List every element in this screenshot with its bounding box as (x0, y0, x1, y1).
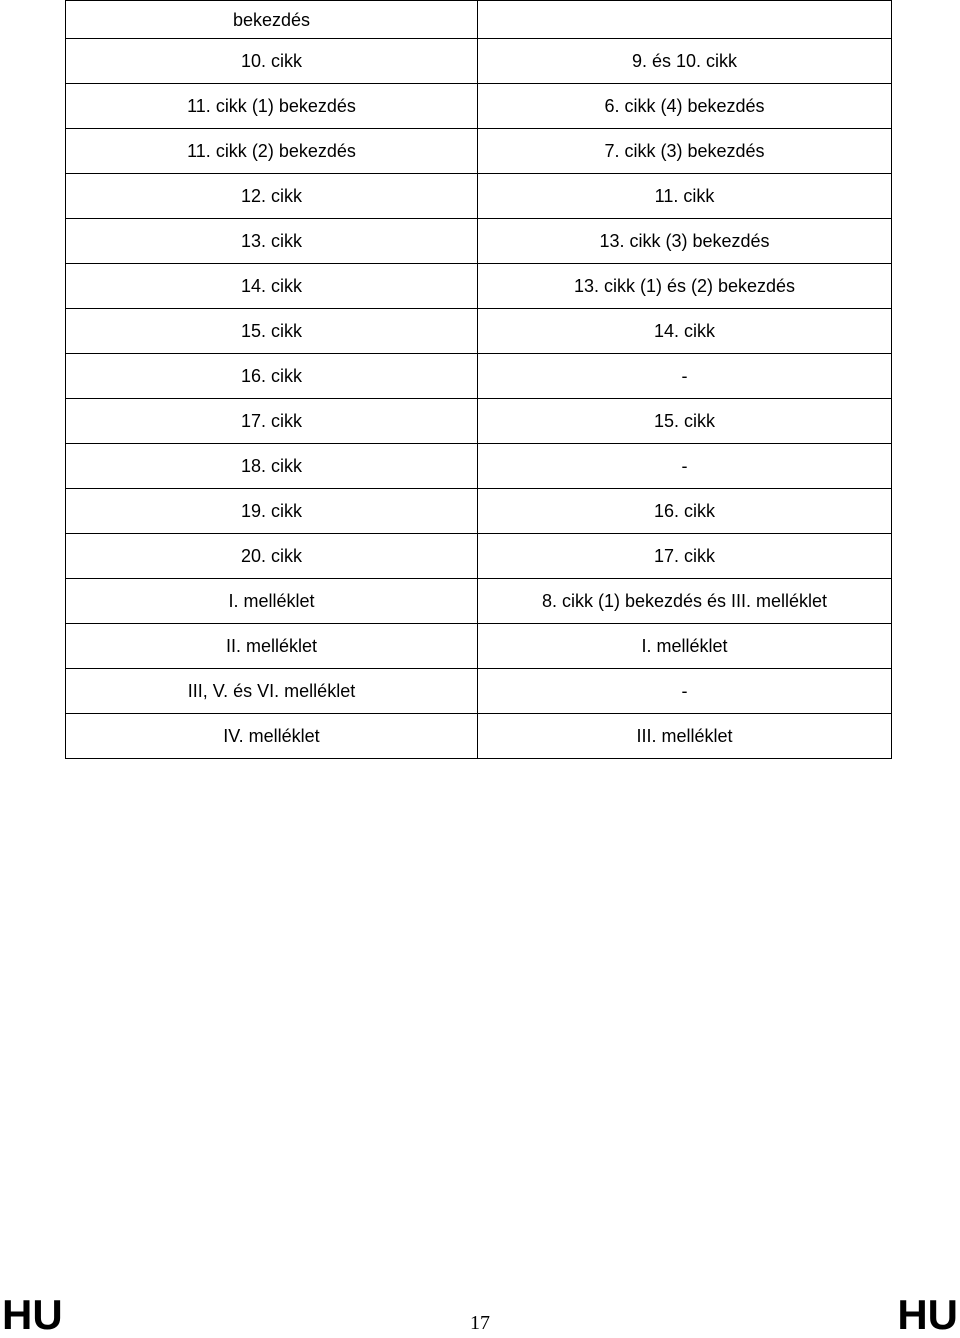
table-cell-left: 11. cikk (1) bekezdés (66, 84, 478, 129)
table-row (66, 39, 892, 84)
table-row (66, 489, 892, 534)
table-row (66, 399, 892, 444)
table-cell-left: bekezdés (66, 1, 478, 39)
table-cell-right: I. melléklet (478, 624, 892, 669)
table-cell-right: 8. cikk (1) bekezdés és III. melléklet (478, 579, 892, 624)
table-cell-left: 14. cikk (66, 264, 478, 309)
table-cell-right: 14. cikk (478, 309, 892, 354)
table-row (66, 309, 892, 354)
table-cell-right: 15. cikk (478, 399, 892, 444)
table-cell-right: - (478, 354, 892, 399)
footer-language-code-right: HU (897, 1291, 958, 1338)
table-row (66, 1, 892, 39)
table-cell-right: 13. cikk (1) és (2) bekezdés (478, 264, 892, 309)
table-cell-left: IV. melléklet (66, 714, 478, 759)
table-cell-right: 16. cikk (478, 489, 892, 534)
table-row (66, 579, 892, 624)
table-row (66, 174, 892, 219)
table-cell-right: - (478, 669, 892, 714)
table-cell-left: 17. cikk (66, 399, 478, 444)
table-cell-left: 16. cikk (66, 354, 478, 399)
table-row (66, 624, 892, 669)
table-cell-right: 7. cikk (3) bekezdés (478, 129, 892, 174)
table-row (66, 129, 892, 174)
table-row (66, 534, 892, 579)
table-cell-right (478, 1, 892, 39)
table-cell-left: 20. cikk (66, 534, 478, 579)
table-cell-right: - (478, 444, 892, 489)
table-cell-left: I. melléklet (66, 579, 478, 624)
table-cell-left: 12. cikk (66, 174, 478, 219)
table-cell-left: 15. cikk (66, 309, 478, 354)
table-cell-left: 13. cikk (66, 219, 478, 264)
table-cell-left: 11. cikk (2) bekezdés (66, 129, 478, 174)
footer-language-code-left: HU (2, 1291, 63, 1338)
table-cell-left: 18. cikk (66, 444, 478, 489)
table-row (66, 669, 892, 714)
table-row (66, 354, 892, 399)
table-row (66, 219, 892, 264)
correlation-table (65, 0, 892, 759)
table-cell-right: 6. cikk (4) bekezdés (478, 84, 892, 129)
table-cell-right: 17. cikk (478, 534, 892, 579)
table-cell-left: II. melléklet (66, 624, 478, 669)
page-number: 17 (470, 1312, 490, 1334)
table-cell-right: III. melléklet (478, 714, 892, 759)
table-row (66, 264, 892, 309)
table-row (66, 84, 892, 129)
table-cell-right: 11. cikk (478, 174, 892, 219)
table-row (66, 714, 892, 759)
table-cell-right: 9. és 10. cikk (478, 39, 892, 84)
table-cell-right: 13. cikk (3) bekezdés (478, 219, 892, 264)
table-cell-left: III, V. és VI. melléklet (66, 669, 478, 714)
table-cell-left: 19. cikk (66, 489, 478, 534)
table-row (66, 444, 892, 489)
table-cell-left: 10. cikk (66, 39, 478, 84)
